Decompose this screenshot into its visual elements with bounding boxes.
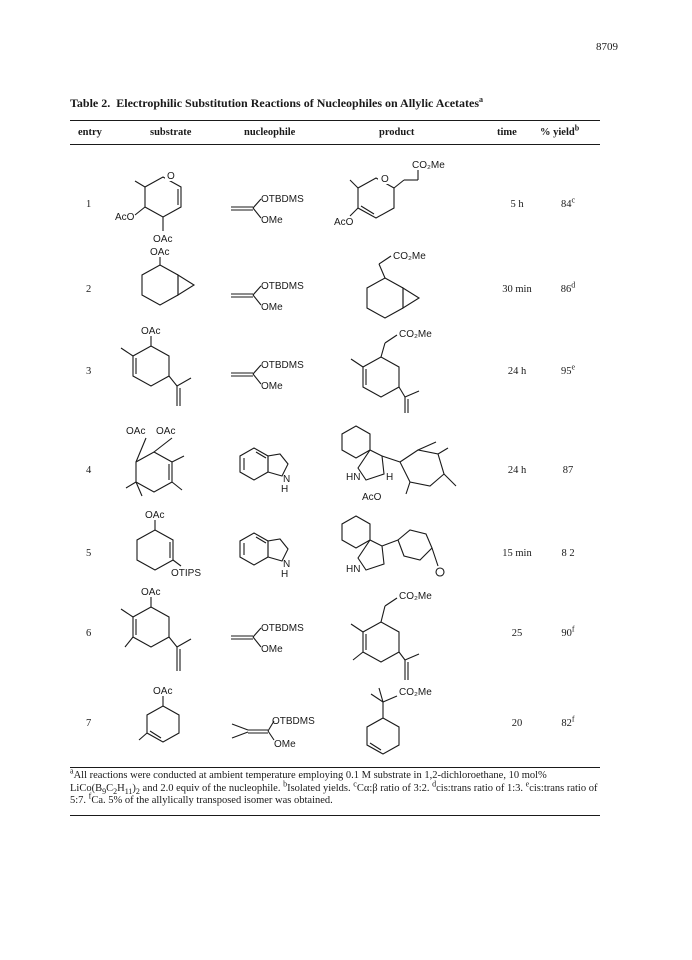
entry-7-number: 7 <box>86 718 92 729</box>
header-nucleophile: nucleophile <box>244 127 296 138</box>
svg-text:CO₂Me: CO₂Me <box>412 160 445 171</box>
svg-text:H: H <box>386 472 394 483</box>
header-substrate: substrate <box>150 127 192 138</box>
entry-3-product <box>345 325 455 415</box>
entry-5-nucleophile <box>236 525 306 585</box>
svg-text:CO₂Me: CO₂Me <box>399 687 432 698</box>
table-number: Table 2. <box>70 96 111 110</box>
table-title-note: a <box>479 95 484 104</box>
entry-7-time: 20 <box>511 718 523 729</box>
svg-text:OMe: OMe <box>261 215 283 226</box>
entry-1-number: 1 <box>86 199 92 210</box>
svg-text:AcO: AcO <box>334 217 354 228</box>
entry-3-yield: 95e <box>560 362 576 377</box>
svg-text:AcO: AcO <box>362 492 382 503</box>
header-time: time <box>497 127 517 138</box>
page-number: 8709 <box>596 41 618 53</box>
entry-6-time: 25 <box>511 628 523 639</box>
svg-text:OTBDMS: OTBDMS <box>261 194 304 205</box>
entry-2-substrate <box>130 245 220 320</box>
entry-5-yield: 8 2 <box>561 548 575 559</box>
entry-7-nucleophile <box>228 710 338 750</box>
svg-text:OAc: OAc <box>153 234 173 245</box>
table-header-rule <box>70 144 600 145</box>
table-top-rule <box>70 120 600 121</box>
table-footnote: $^a$All reactions were conducted at ambient temperature employing 0.1 M substrate in 1,2-dichloroethane, 10 mol% $LiCo(B_9C_2H_{11})_2$ and 2.0 equiv of the nucleophile. $^b$Isolated yields. $^c$Cα:β ratio of 3:2. $^d$cis:trans ratio of 1:3. $^e$cis:trans ratio of 5:7. $^f$Ca. 5% of the allylically transposed isomer was obtained. <box>70 766 598 806</box>
entry-2-nucleophile <box>225 275 325 315</box>
entry-2-yield: 86$^d$ <box>560 280 576 295</box>
svg-text:OMe: OMe <box>261 644 283 655</box>
entry-5-product <box>338 510 458 590</box>
svg-text:OMe: OMe <box>261 302 283 313</box>
svg-text:CO₂Me: CO₂Me <box>393 251 426 262</box>
svg-text:H: H <box>281 484 289 495</box>
header-yield: % yield$^b$ <box>540 123 580 138</box>
entry-4-yield: 87 <box>562 465 574 476</box>
entry-3-time: 24 h <box>507 366 527 377</box>
svg-text:N: N <box>283 559 291 570</box>
svg-text:OAc: OAc <box>156 426 176 437</box>
header-entry: entry <box>78 127 102 138</box>
svg-text:CO₂Me: CO₂Me <box>399 591 432 602</box>
svg-text:OAc: OAc <box>141 587 161 598</box>
entry-1-nucleophile <box>225 188 325 228</box>
entry-6-number: 6 <box>86 628 92 639</box>
entry-2-product <box>355 248 465 323</box>
entry-1-time: 5 h <box>510 199 524 210</box>
svg-text:OAc: OAc <box>141 326 161 337</box>
entry-6-nucleophile <box>225 617 325 657</box>
svg-text:O: O <box>167 171 175 182</box>
svg-text:HN: HN <box>346 472 361 483</box>
header-yield-note: b <box>574 123 580 133</box>
svg-text:OAc: OAc <box>126 426 146 437</box>
entry-2-time: 30 min <box>502 284 532 295</box>
entry-4-number: 4 <box>86 465 92 476</box>
svg-text:OTBDMS: OTBDMS <box>261 281 304 292</box>
svg-text:OTBDMS: OTBDMS <box>272 716 315 727</box>
entry-4-nucleophile <box>236 440 306 500</box>
table-title: Electrophilic Substitution Reactions of Nucleophiles on Allylic Acetates <box>116 96 480 110</box>
entry-3-nucleophile <box>225 354 325 394</box>
entry-5-number: 5 <box>86 548 92 559</box>
entry-3-number: 3 <box>86 366 92 377</box>
entry-1-product <box>334 158 458 233</box>
entry-4-product <box>338 420 468 505</box>
svg-text:O: O <box>381 174 389 185</box>
svg-text:OMe: OMe <box>261 381 283 392</box>
svg-text:OMe: OMe <box>274 739 296 750</box>
entry-5-time: 15 min <box>502 548 532 559</box>
svg-text:CO₂Me: CO₂Me <box>399 329 432 340</box>
entry-4-substrate <box>118 420 218 505</box>
table-caption <box>70 96 483 111</box>
svg-text:AcO: AcO <box>115 212 135 223</box>
svg-text:HN: HN <box>346 564 361 575</box>
svg-text:OAc: OAc <box>153 686 173 697</box>
svg-text:OTBDMS: OTBDMS <box>261 360 304 371</box>
entry-6-product <box>345 586 455 681</box>
entry-3-substrate <box>115 324 215 414</box>
svg-text:OTIPS: OTIPS <box>171 568 202 579</box>
svg-text:H: H <box>281 569 289 580</box>
entry-6-substrate <box>115 585 215 680</box>
entry-1-yield: 84$^c$ <box>560 195 576 210</box>
svg-text:N: N <box>283 474 291 485</box>
svg-text:OTBDMS: OTBDMS <box>261 623 304 634</box>
svg-text:OAc: OAc <box>145 510 165 521</box>
table-bottom-rule <box>70 767 600 768</box>
header-product: product <box>379 127 415 138</box>
entry-6-yield: 90$^f$ <box>561 624 575 639</box>
footnote-bottom-rule <box>70 815 600 816</box>
entry-7-product <box>355 682 465 762</box>
entry-2-number: 2 <box>86 284 92 295</box>
svg-text:OAc: OAc <box>150 247 170 258</box>
entry-1-substrate <box>115 165 215 250</box>
entry-4-time: 24 h <box>507 465 527 476</box>
entry-5-substrate <box>125 508 225 583</box>
entry-7-substrate <box>135 684 215 754</box>
entry-7-yield: 82$^f$ <box>561 714 575 729</box>
